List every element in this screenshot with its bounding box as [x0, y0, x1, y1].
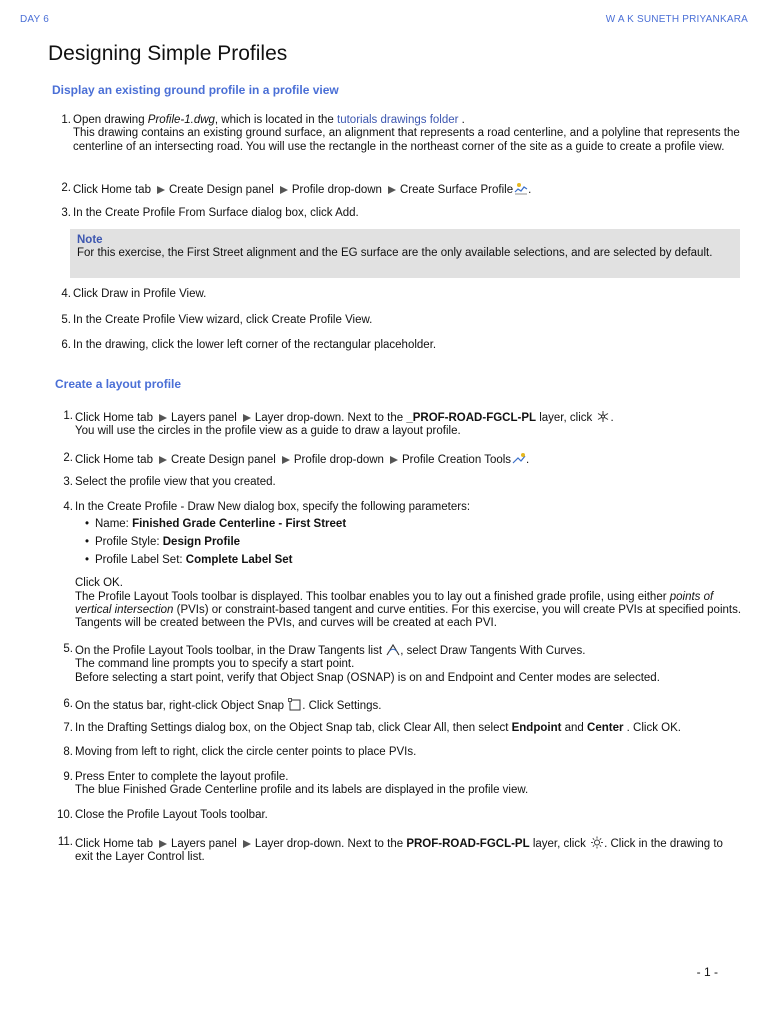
step-3-click-add: 3 . In the Create Profile From Surface dialog box, click Add.: [73, 207, 743, 220]
note-box: [70, 229, 740, 278]
parameter-list: [75, 517, 743, 567]
step-11-layer-thaw: 11 . Click Home tab Layers panel Layer drop-down. Next to the PROF-ROAD-FGCL-PL layer, click . Click in the drawing to exit the Layer Control list.: [75, 836, 743, 865]
object-snap-icon: [288, 698, 302, 711]
header-left: DAY 6: [20, 14, 49, 25]
step-8-place-pvis: 8 . Moving from left to right, click the circle center points to place PVIs.: [75, 746, 743, 759]
arrow-icon: [243, 840, 251, 848]
surface-profile-icon: [514, 182, 528, 195]
draw-tangents-icon: [386, 643, 400, 656]
tutorials-drawings-folder-link[interactable]: tutorials drawings folder: [337, 114, 459, 126]
toolbar-description: The Profile Layout Tools toolbar is displayed. This toolbar enables you to lay out a finished grade profile, using either points of vertical intersection (PVIs) or constraint-based tangent and curve entities. For this exercise, you will create PVIs at specified points. Tangents will be created between the PVIs, and curves will be created at each PVI.: [75, 590, 742, 630]
arrow-icon: [282, 456, 290, 464]
arrow-icon: [159, 840, 167, 848]
note-title: Note: [77, 234, 103, 246]
step-9-complete-profile: 9 . Press Enter to complete the layout profile. The blue Finished Grade Centerline profile and its labels are displayed in the profile view.: [75, 771, 743, 798]
drawing-filename: Profile-1.dwg: [147, 114, 215, 126]
step-4-specify-parameters: 4 . In the Create Profile - Draw New dialog box, specify the following parameters: • Name: Finished Grade Centerline - First Street • Profile Style: Design Profile • Profile Label Set: Complete Label Set Click OK. The Profile Layout Tools toolbar is displayed. This toolbar enables you to lay out a finished grade profile, using either points of vertical intersection (PVIs) or constraint-based tangent and curve entities. For this exercise, you will create PVIs at specified points. Tangents will be created between the PVIs, and curves will be created at each PVI.: [75, 501, 743, 630]
step-6-object-snap-settings: 6 . On the status bar, right-click Object Snap . Click Settings.: [75, 698, 743, 713]
step-5-draw-tangents: 5 . On the Profile Layout Tools toolbar, in the Draw Tangents list , select Draw Tangents With Curves. The command line prompts you to specify a start point. Before selecting a start point, verify that Object Snap (OSNAP) is on and Endpoint and Center modes are selected.: [75, 643, 743, 685]
layer-name: PROF-ROAD-FGCL-PL: [406, 838, 530, 850]
page-number: - 1 -: [696, 965, 718, 979]
step-6-click-placeholder: 6 . In the drawing, click the lower left corner of the rectangular placeholder.: [73, 339, 743, 352]
section-heading-layout-profile: Create a layout profile: [55, 377, 182, 391]
step-3-select-profile-view: 3 . Select the profile view that you created.: [75, 476, 743, 489]
list-item: • Profile Label Set: Complete Label Set: [85, 553, 743, 567]
page-title: Designing Simple Profiles: [48, 42, 288, 65]
step-number: 1 .: [51, 114, 71, 127]
step-4-draw-in-profile-view: 4 . Click Draw in Profile View.: [73, 288, 743, 301]
step-2-create-surface-profile: 2 . Click Home tab Create Design panel Profile drop-down Create Surface Profile .: [73, 182, 743, 197]
arrow-icon: [243, 414, 251, 422]
arrow-icon: [390, 456, 398, 464]
arrow-icon: [159, 414, 167, 422]
profile-tools-icon: [512, 452, 526, 465]
arrow-icon: [157, 186, 165, 194]
step-1-open-drawing: 1 . Open drawing Profile-1.dwg, which is located in the tutorials drawings folder . This drawing contains an existing ground surface, an alignment that represents a road centerline, and a polyline that represents the centerline of an intersecting road. You will use the rectangle in the northeast corner of the site as a guide to create a profile view.: [73, 114, 743, 154]
list-item: • Profile Style: Design Profile: [85, 535, 743, 549]
arrow-icon: [280, 186, 288, 194]
step-10-close-toolbar: 10 . Close the Profile Layout Tools toolbar.: [75, 809, 743, 822]
header-right: W A K SUNETH PRIYANKARA: [605, 14, 748, 25]
sun-icon: [590, 836, 604, 849]
step-5-create-profile-view: 5 . In the Create Profile View wizard, click Create Profile View.: [73, 314, 743, 327]
step-2-profile-creation-tools: 2 . Click Home tab Create Design panel Profile drop-down Profile Creation Tools .: [75, 452, 743, 467]
snowflake-icon: [596, 410, 610, 423]
section-heading-ground-profile: Display an existing ground profile in a profile view: [52, 83, 339, 97]
arrow-icon: [388, 186, 396, 194]
list-item: • Name: Finished Grade Centerline - First Street: [85, 517, 743, 531]
step-description: This drawing contains an existing ground surface, an alignment that represents a road centerline, and a polyline that represents the centerline of an intersecting road. You will use the rectangle in the northeast corner of the site as a guide to create a profile view.: [73, 127, 740, 153]
note-text: For this exercise, the First Street alignment and the EG surface are the only available selections, and are selected by default.: [77, 247, 713, 259]
arrow-icon: [159, 456, 167, 464]
step-7-drafting-settings: 7 . In the Drafting Settings dialog box, on the Object Snap tab, click Clear All, then select Endpoint and Center . Click OK.: [75, 722, 743, 735]
step-1-layer-freeze: 1 . Click Home tab Layers panel Layer drop-down. Next to the _PROF-ROAD-FGCL-PL layer, click . You will use the circles in the profile view as a guide to draw a layout profile.: [75, 410, 743, 439]
layer-name: _PROF-ROAD-FGCL-PL: [406, 412, 537, 424]
